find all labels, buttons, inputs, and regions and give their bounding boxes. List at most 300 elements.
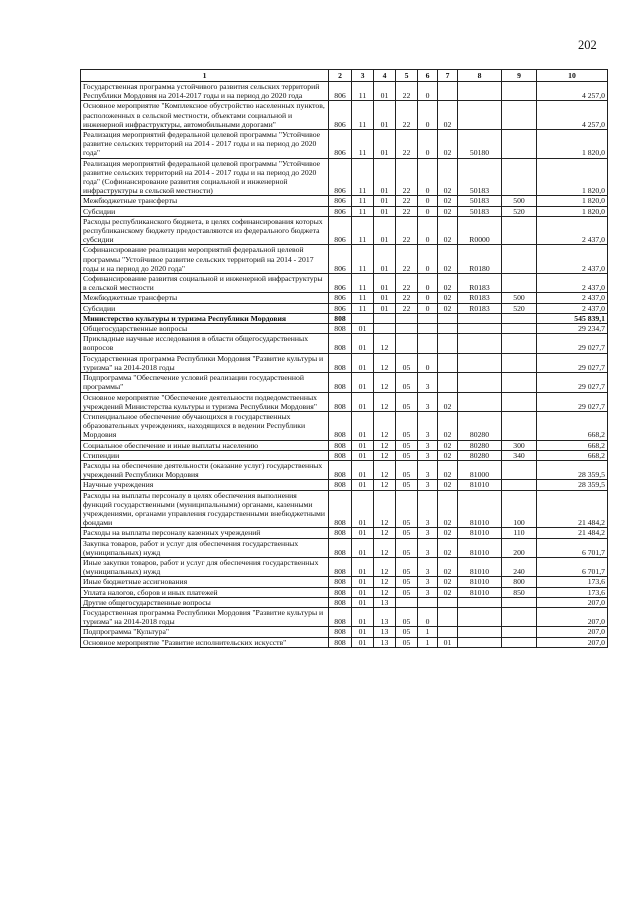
column-header: 1 <box>81 70 329 82</box>
subsection-code-cell: 01 <box>374 303 396 313</box>
row-name-cell: Субсидии <box>81 303 329 313</box>
direction-code-cell <box>458 101 502 130</box>
subprogram-code-cell <box>418 324 438 334</box>
subprogram-code-cell <box>418 334 438 353</box>
direction-code-cell: 80280 <box>458 411 502 440</box>
subsection-code-cell: 01 <box>374 293 396 303</box>
subsection-code-cell <box>374 313 396 323</box>
direction-code-cell: 80280 <box>458 440 502 450</box>
section-code-cell: 01 <box>352 450 374 460</box>
admin-code-cell: 806 <box>329 82 352 101</box>
amount-cell: 668,2 <box>537 450 608 460</box>
subprogram-code-cell: 0 <box>418 245 438 274</box>
admin-code-cell: 808 <box>329 597 352 607</box>
row-name-cell: Уплата налогов, сборов и иных платежей <box>81 587 329 597</box>
subprogram-code-cell: 0 <box>418 293 438 303</box>
direction-code-cell: R0180 <box>458 245 502 274</box>
section-code-cell: 01 <box>352 460 374 479</box>
row-name-cell: Иные закупки товаров, работ и услуг для обеспечения государственных (муниципальных) нужд <box>81 557 329 576</box>
expense-type-cell <box>502 245 537 274</box>
table-row <box>81 440 608 450</box>
row-name-cell: Софинансирование развития социальной и инженерной инфраструктуры в сельской местности <box>81 274 329 293</box>
activity-code-cell: 02 <box>438 557 458 576</box>
expense-type-cell <box>502 353 537 372</box>
amount-cell: 29 027,7 <box>537 392 608 411</box>
program-code-cell: 22 <box>396 130 418 159</box>
subsection-code-cell: 12 <box>374 411 396 440</box>
direction-code-cell: 81010 <box>458 538 502 557</box>
direction-code-cell <box>458 82 502 101</box>
amount-cell: 2 437,0 <box>537 293 608 303</box>
page-number: 202 <box>578 38 597 52</box>
amount-cell: 21 484,2 <box>537 490 608 528</box>
subprogram-code-cell: 3 <box>418 450 438 460</box>
amount-cell: 173,6 <box>537 577 608 587</box>
expense-type-cell <box>502 313 537 323</box>
table-row <box>81 130 608 159</box>
table-row <box>81 216 608 245</box>
subsection-code-cell: 01 <box>374 216 396 245</box>
row-name-cell: Основное мероприятие "Комплексное обустройство населенных пунктов, расположенных в сельской местности, объектами социальной и инженерной инфраструктуры, автомобильными дорогами" <box>81 101 329 130</box>
activity-code-cell: 02 <box>438 460 458 479</box>
admin-code-cell: 808 <box>329 411 352 440</box>
subsection-code-cell: 01 <box>374 245 396 274</box>
section-code-cell: 11 <box>352 216 374 245</box>
row-name-cell: Межбюджетные трансферты <box>81 196 329 206</box>
column-header: 6 <box>418 70 438 82</box>
direction-code-cell: R0183 <box>458 274 502 293</box>
row-name-cell: Государственная программа Республики Мордовия "Развитие культуры и туризма" на 2014-2018 годы <box>81 607 329 626</box>
section-code-cell: 01 <box>352 334 374 353</box>
expense-type-cell <box>502 607 537 626</box>
amount-cell: 21 484,2 <box>537 528 608 538</box>
admin-code-cell: 806 <box>329 206 352 216</box>
column-header: 7 <box>438 70 458 82</box>
row-name-cell: Иные бюджетные ассигнования <box>81 577 329 587</box>
admin-code-cell: 806 <box>329 216 352 245</box>
amount-cell: 2 437,0 <box>537 216 608 245</box>
program-code-cell: 05 <box>396 637 418 647</box>
row-name-cell: Социальное обеспечение и иные выплаты населению <box>81 440 329 450</box>
subsection-code-cell: 12 <box>374 557 396 576</box>
expense-type-cell: 100 <box>502 490 537 528</box>
program-code-cell: 22 <box>396 158 418 196</box>
activity-code-cell <box>438 313 458 323</box>
subprogram-code-cell: 0 <box>418 130 438 159</box>
section-code-cell: 01 <box>352 538 374 557</box>
amount-cell: 29 027,7 <box>537 373 608 392</box>
subsection-code-cell: 13 <box>374 627 396 637</box>
direction-code-cell <box>458 353 502 372</box>
admin-code-cell: 808 <box>329 324 352 334</box>
activity-code-cell: 02 <box>438 392 458 411</box>
section-code-cell: 01 <box>352 324 374 334</box>
admin-code-cell: 808 <box>329 538 352 557</box>
program-code-cell: 22 <box>396 216 418 245</box>
amount-cell: 207,0 <box>537 607 608 626</box>
admin-code-cell: 806 <box>329 101 352 130</box>
subsection-code-cell: 12 <box>374 587 396 597</box>
amount-cell: 2 437,0 <box>537 245 608 274</box>
section-code-cell: 01 <box>352 392 374 411</box>
direction-code-cell: 81000 <box>458 460 502 479</box>
admin-code-cell: 808 <box>329 373 352 392</box>
row-name-cell: Реализация мероприятий федеральной целевой программы "Устойчивое развитие сельских территорий на 2014 - 2017 годы и на период до 2020 года" <box>81 130 329 159</box>
activity-code-cell: 02 <box>438 528 458 538</box>
row-name-cell: Субсидии <box>81 206 329 216</box>
subprogram-code-cell: 3 <box>418 480 438 490</box>
subprogram-code-cell: 0 <box>418 274 438 293</box>
section-code-cell: 11 <box>352 206 374 216</box>
table-row <box>81 206 608 216</box>
direction-code-cell: 81010 <box>458 480 502 490</box>
expense-type-cell <box>502 216 537 245</box>
activity-code-cell <box>438 82 458 101</box>
expense-type-cell: 500 <box>502 293 537 303</box>
table-row <box>81 607 608 626</box>
column-header: 10 <box>537 70 608 82</box>
table-row <box>81 353 608 372</box>
row-name-cell: Министерство культуры и туризма Республики Мордовия <box>81 313 329 323</box>
column-header: 8 <box>458 70 502 82</box>
direction-code-cell: 81010 <box>458 587 502 597</box>
amount-cell: 173,6 <box>537 587 608 597</box>
activity-code-cell <box>438 324 458 334</box>
section-code-cell: 01 <box>352 627 374 637</box>
amount-cell: 2 437,0 <box>537 274 608 293</box>
row-name-cell: Расходы республиканского бюджета, в целях софинансирования которых республиканскому бюджету предоставляются из федерального бюджета субсидии <box>81 216 329 245</box>
activity-code-cell: 02 <box>438 245 458 274</box>
subprogram-code-cell: 3 <box>418 411 438 440</box>
section-code-cell: 01 <box>352 607 374 626</box>
program-code-cell: 22 <box>396 101 418 130</box>
program-code-cell: 22 <box>396 293 418 303</box>
subprogram-code-cell: 1 <box>418 627 438 637</box>
table-row <box>81 557 608 576</box>
subsection-code-cell: 12 <box>374 577 396 587</box>
activity-code-cell: 02 <box>438 303 458 313</box>
program-code-cell: 05 <box>396 392 418 411</box>
direction-code-cell: 50183 <box>458 158 502 196</box>
table-row <box>81 528 608 538</box>
subsection-code-cell: 12 <box>374 373 396 392</box>
activity-code-cell: 02 <box>438 101 458 130</box>
subsection-code-cell: 12 <box>374 480 396 490</box>
direction-code-cell <box>458 392 502 411</box>
program-code-cell <box>396 597 418 607</box>
row-name-cell: Расходы на обеспечение деятельности (оказание услуг) государственных учреждений Республики Мордовия <box>81 460 329 479</box>
activity-code-cell: 02 <box>438 587 458 597</box>
subprogram-code-cell: 0 <box>418 101 438 130</box>
table-row <box>81 587 608 597</box>
subsection-code-cell: 01 <box>374 101 396 130</box>
subsection-code-cell: 12 <box>374 353 396 372</box>
section-code-cell <box>352 313 374 323</box>
activity-code-cell: 02 <box>438 440 458 450</box>
amount-cell: 29 027,7 <box>537 353 608 372</box>
table-header-row <box>81 70 608 82</box>
activity-code-cell: 02 <box>438 411 458 440</box>
subprogram-code-cell: 3 <box>418 373 438 392</box>
row-name-cell: Основное мероприятие "Развитие исполнительских искусств" <box>81 637 329 647</box>
row-name-cell: Государственная программа Республики Мордовия "Развитие культуры и туризма" на 2014-2018 годы <box>81 353 329 372</box>
amount-cell: 29 027,7 <box>537 334 608 353</box>
activity-code-cell <box>438 353 458 372</box>
row-name-cell: Стипендиальное обеспечение обучающихся в государственных образовательных учреждениях, находящихся в ведении Республики Мордовия <box>81 411 329 440</box>
expense-type-cell: 500 <box>502 196 537 206</box>
expense-type-cell: 110 <box>502 528 537 538</box>
amount-cell: 29 234,7 <box>537 324 608 334</box>
row-name-cell: Стипендии <box>81 450 329 460</box>
subprogram-code-cell: 3 <box>418 528 438 538</box>
table-row <box>81 392 608 411</box>
direction-code-cell: 50183 <box>458 206 502 216</box>
expense-type-cell: 850 <box>502 587 537 597</box>
subprogram-code-cell: 0 <box>418 206 438 216</box>
table-row <box>81 460 608 479</box>
expense-type-cell <box>502 82 537 101</box>
direction-code-cell <box>458 607 502 626</box>
activity-code-cell: 02 <box>438 293 458 303</box>
program-code-cell: 05 <box>396 538 418 557</box>
section-code-cell: 01 <box>352 490 374 528</box>
direction-code-cell: R0183 <box>458 303 502 313</box>
program-code-cell: 05 <box>396 607 418 626</box>
admin-code-cell: 808 <box>329 528 352 538</box>
row-name-cell: Прикладные научные исследования в области общегосударственных вопросов <box>81 334 329 353</box>
section-code-cell: 01 <box>352 577 374 587</box>
direction-code-cell <box>458 597 502 607</box>
program-code-cell: 05 <box>396 480 418 490</box>
column-header: 9 <box>502 70 537 82</box>
amount-cell: 207,0 <box>537 627 608 637</box>
program-code-cell <box>396 324 418 334</box>
direction-code-cell: 50180 <box>458 130 502 159</box>
table-row <box>81 313 608 323</box>
admin-code-cell: 808 <box>329 460 352 479</box>
admin-code-cell: 808 <box>329 480 352 490</box>
program-code-cell: 22 <box>396 196 418 206</box>
subprogram-code-cell: 3 <box>418 440 438 450</box>
row-name-cell: Другие общегосударственные вопросы <box>81 597 329 607</box>
amount-cell: 668,2 <box>537 440 608 450</box>
section-code-cell: 11 <box>352 196 374 206</box>
column-header: 2 <box>329 70 352 82</box>
program-code-cell: 05 <box>396 460 418 479</box>
admin-code-cell: 808 <box>329 440 352 450</box>
section-code-cell: 01 <box>352 557 374 576</box>
subsection-code-cell: 12 <box>374 334 396 353</box>
program-code-cell: 22 <box>396 245 418 274</box>
subprogram-code-cell: 3 <box>418 557 438 576</box>
subsection-code-cell: 13 <box>374 607 396 626</box>
activity-code-cell: 01 <box>438 637 458 647</box>
expense-type-cell: 200 <box>502 538 537 557</box>
section-code-cell: 01 <box>352 528 374 538</box>
direction-code-cell <box>458 324 502 334</box>
activity-code-cell: 02 <box>438 490 458 528</box>
table-row <box>81 577 608 587</box>
amount-cell: 668,2 <box>537 411 608 440</box>
activity-code-cell <box>438 334 458 353</box>
table-row <box>81 101 608 130</box>
subsection-code-cell: 12 <box>374 490 396 528</box>
subprogram-code-cell: 0 <box>418 353 438 372</box>
section-code-cell: 01 <box>352 597 374 607</box>
subsection-code-cell: 12 <box>374 440 396 450</box>
expense-type-cell: 520 <box>502 206 537 216</box>
program-code-cell: 05 <box>396 577 418 587</box>
activity-code-cell: 02 <box>438 274 458 293</box>
subprogram-code-cell: 1 <box>418 637 438 647</box>
direction-code-cell: 80280 <box>458 450 502 460</box>
expense-type-cell <box>502 392 537 411</box>
subsection-code-cell: 01 <box>374 196 396 206</box>
table-row <box>81 274 608 293</box>
row-name-cell: Подпрограмма "Культура" <box>81 627 329 637</box>
row-name-cell: Общегосударственные вопросы <box>81 324 329 334</box>
section-code-cell: 01 <box>352 480 374 490</box>
admin-code-cell: 806 <box>329 158 352 196</box>
activity-code-cell: 02 <box>438 538 458 557</box>
section-code-cell: 11 <box>352 130 374 159</box>
table-row <box>81 196 608 206</box>
admin-code-cell: 808 <box>329 577 352 587</box>
subsection-code-cell: 13 <box>374 637 396 647</box>
admin-code-cell: 808 <box>329 607 352 626</box>
admin-code-cell: 808 <box>329 637 352 647</box>
admin-code-cell: 806 <box>329 196 352 206</box>
expense-type-cell <box>502 334 537 353</box>
program-code-cell: 22 <box>396 82 418 101</box>
subprogram-code-cell: 3 <box>418 587 438 597</box>
section-code-cell: 01 <box>352 411 374 440</box>
expense-type-cell: 520 <box>502 303 537 313</box>
expense-type-cell <box>502 324 537 334</box>
table-row <box>81 82 608 101</box>
program-code-cell: 22 <box>396 303 418 313</box>
admin-code-cell: 808 <box>329 627 352 637</box>
subprogram-code-cell: 3 <box>418 577 438 587</box>
expense-type-cell: 340 <box>502 450 537 460</box>
direction-code-cell <box>458 373 502 392</box>
table-row <box>81 373 608 392</box>
direction-code-cell <box>458 637 502 647</box>
subsection-code-cell <box>374 324 396 334</box>
section-code-cell: 11 <box>352 245 374 274</box>
section-code-cell: 11 <box>352 101 374 130</box>
subsection-code-cell: 01 <box>374 130 396 159</box>
row-name-cell: Закупка товаров, работ и услуг для обеспечения государственных (муниципальных) нужд <box>81 538 329 557</box>
section-code-cell: 11 <box>352 274 374 293</box>
direction-code-cell: R0000 <box>458 216 502 245</box>
direction-code-cell <box>458 627 502 637</box>
admin-code-cell: 806 <box>329 293 352 303</box>
direction-code-cell <box>458 334 502 353</box>
amount-cell: 6 701,7 <box>537 557 608 576</box>
admin-code-cell: 806 <box>329 303 352 313</box>
row-name-cell: Софинансирование реализации мероприятий федеральной целевой программы "Устойчивое развитие сельских территорий на 2014 - 2017 годы и на период до 2020 года" <box>81 245 329 274</box>
activity-code-cell: 02 <box>438 480 458 490</box>
subprogram-code-cell: 0 <box>418 158 438 196</box>
subprogram-code-cell: 0 <box>418 82 438 101</box>
row-name-cell: Реализация мероприятий федеральной целевой программы "Устойчивое развитие сельских территорий на 2014 - 2017 годы и на период до 2020 года" (Софинансирование развития социальной и инженерной инфраструктуры в сельской местности) <box>81 158 329 196</box>
amount-cell: 1 820,0 <box>537 130 608 159</box>
table-row <box>81 334 608 353</box>
program-code-cell: 05 <box>396 528 418 538</box>
activity-code-cell <box>438 627 458 637</box>
activity-code-cell <box>438 373 458 392</box>
program-code-cell <box>396 313 418 323</box>
subsection-code-cell: 13 <box>374 597 396 607</box>
row-name-cell: Межбюджетные трансферты <box>81 293 329 303</box>
admin-code-cell: 808 <box>329 450 352 460</box>
subsection-code-cell: 12 <box>374 450 396 460</box>
row-name-cell: Государственная программа устойчивого развития сельских территорий Республики Мордовия на 2014-2017 годы и на период до 2020 года <box>81 82 329 101</box>
expense-type-cell: 800 <box>502 577 537 587</box>
direction-code-cell: 81010 <box>458 490 502 528</box>
subprogram-code-cell: 3 <box>418 392 438 411</box>
subprogram-code-cell: 3 <box>418 490 438 528</box>
row-name-cell: Основное мероприятие "Обеспечение деятельности подведомственных учреждений Министерства культуры и туризма Республики Мордовия" <box>81 392 329 411</box>
expense-type-cell <box>502 158 537 196</box>
subsection-code-cell: 01 <box>374 82 396 101</box>
section-code-cell: 11 <box>352 158 374 196</box>
table-row <box>81 245 608 274</box>
table-row <box>81 597 608 607</box>
program-code-cell: 05 <box>396 373 418 392</box>
admin-code-cell: 808 <box>329 392 352 411</box>
subsection-code-cell: 01 <box>374 158 396 196</box>
program-code-cell: 05 <box>396 627 418 637</box>
expense-type-cell: 300 <box>502 440 537 450</box>
activity-code-cell: 02 <box>438 130 458 159</box>
row-name-cell: Расходы на выплаты персоналу казенных учреждений <box>81 528 329 538</box>
column-header: 4 <box>374 70 396 82</box>
subprogram-code-cell: 3 <box>418 538 438 557</box>
expense-type-cell <box>502 101 537 130</box>
section-code-cell: 01 <box>352 637 374 647</box>
table-row <box>81 411 608 440</box>
program-code-cell: 05 <box>396 411 418 440</box>
row-name-cell: Расходы на выплаты персоналу в целях обеспечения выполнения функций государственными (муниципальными) органами, казенными учреждениями, органами управления государственными внебюджетными фондами <box>81 490 329 528</box>
subprogram-code-cell: 0 <box>418 303 438 313</box>
subprogram-code-cell: 3 <box>418 460 438 479</box>
activity-code-cell: 02 <box>438 216 458 245</box>
activity-code-cell: 02 <box>438 577 458 587</box>
subprogram-code-cell <box>418 313 438 323</box>
table-row <box>81 293 608 303</box>
direction-code-cell: 81010 <box>458 557 502 576</box>
program-code-cell: 05 <box>396 450 418 460</box>
amount-cell: 6 701,7 <box>537 538 608 557</box>
row-name-cell: Научные учреждения <box>81 480 329 490</box>
amount-cell: 2 437,0 <box>537 303 608 313</box>
subsection-code-cell: 01 <box>374 274 396 293</box>
amount-cell: 4 257,0 <box>537 101 608 130</box>
section-code-cell: 01 <box>352 587 374 597</box>
table-row <box>81 303 608 313</box>
column-header: 3 <box>352 70 374 82</box>
expense-type-cell <box>502 274 537 293</box>
expense-type-cell <box>502 627 537 637</box>
section-code-cell: 01 <box>352 440 374 450</box>
table-row <box>81 158 608 196</box>
expense-type-cell <box>502 597 537 607</box>
subprogram-code-cell: 0 <box>418 607 438 626</box>
admin-code-cell: 806 <box>329 130 352 159</box>
expense-type-cell <box>502 130 537 159</box>
